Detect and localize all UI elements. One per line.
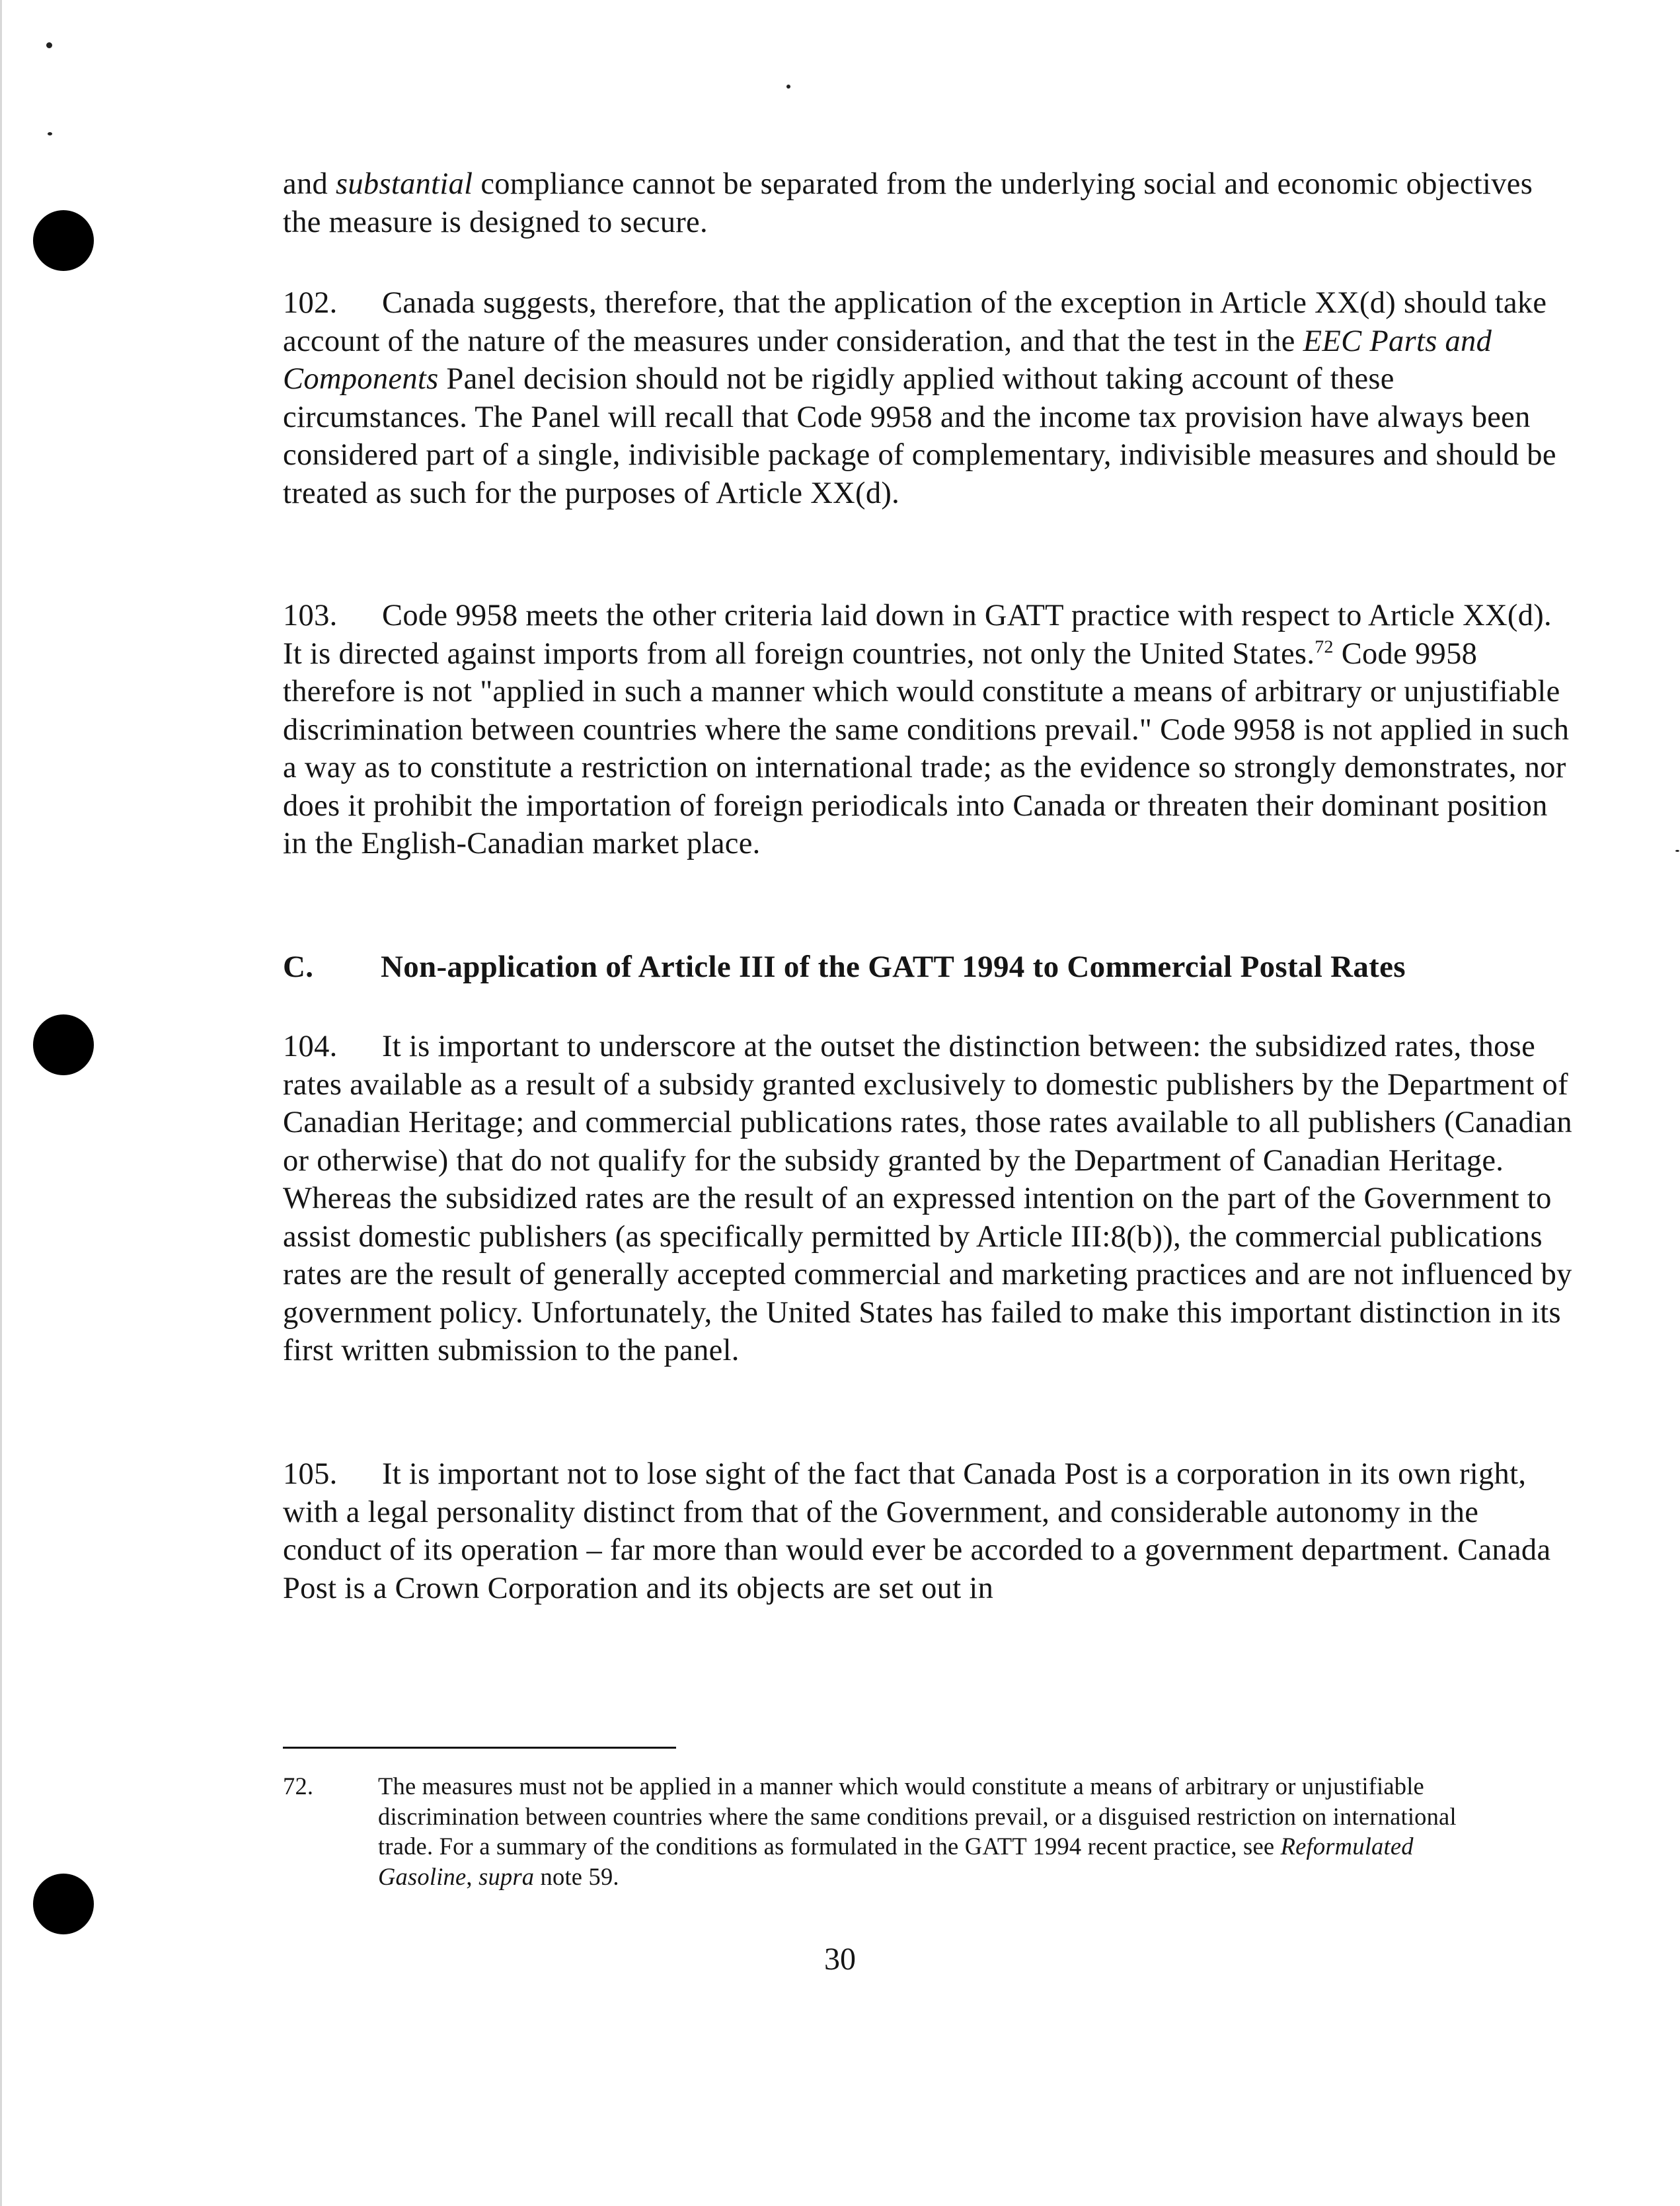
paragraph-number: 104. <box>283 1030 338 1063</box>
scan-page-edge <box>0 0 2 2206</box>
text-run: Reformulated Gasoline <box>378 1833 1414 1890</box>
text-run: substantial <box>335 167 473 201</box>
footnote-divider <box>283 1747 676 1749</box>
section-heading-c <box>283 948 1575 986</box>
section-title: Non-application of Article III of the GATT 1994 to Commercial Postal Rates <box>381 950 1406 984</box>
paragraph-102 <box>283 284 1575 512</box>
paragraph-104 <box>283 1028 1575 1370</box>
footnote-number: 72. <box>283 1772 314 1800</box>
footnote-text <box>378 1771 1459 1891</box>
scan-speck <box>46 42 52 48</box>
paragraph-number: 103. <box>283 599 338 632</box>
footnote-72 <box>283 1771 1459 1891</box>
text-run: The measures must not be applied in a manner which would constitute a means of arbitrary or unjustifiable discrimination between countries where the same conditions prevail, or a disguised restriction on international trade. For a summary of the conditions as formulated in the GATT 1994 recent practice, see <box>378 1772 1457 1860</box>
paragraph-105 <box>283 1455 1575 1607</box>
text-run: Code 9958 meets the other criteria laid down in GATT practice with respect to Article XX(d). It is directed against imports from all foreign countries, not only the United States. <box>283 599 1552 671</box>
text-run: supra <box>478 1862 535 1890</box>
punch-hole <box>33 1874 94 1934</box>
paragraph-number: 105. <box>283 1457 338 1491</box>
page-number: 30 <box>824 1942 856 1977</box>
text-run: It is important not to lose sight of the fact that Canada Post is a corporation in its own right, with a legal personality distinct from that of the Government, and considerable autonomy in the conduct of its operation – far more than would ever be accorded to a government department. Canada Post is a Crown Corporation and its objects are set out in <box>283 1457 1551 1605</box>
text-run: and <box>283 167 336 201</box>
paragraph-continuation <box>283 165 1575 241</box>
scan-speck <box>1675 850 1679 852</box>
text-run: EEC Parts and Components <box>283 324 1492 396</box>
text-run: note 59. <box>534 1862 619 1890</box>
text-run: compliance cannot be separated from the underlying social and economic objectives the measure is designed to secure. <box>283 167 1533 239</box>
paragraph-number: 102. <box>283 286 338 320</box>
scan-speck <box>786 85 790 89</box>
footnote-reference: 72 <box>1315 636 1334 657</box>
text-run: Canada suggests, therefore, that the application of the exception in Article XX(d) should take account of the nature of the measures under consideration, and that the test in the <box>283 286 1547 358</box>
paragraph-103 <box>283 597 1575 863</box>
scan-speck <box>48 132 52 135</box>
text-run: Code 9958 therefore is not "applied in such a manner which would constitute a means of arbitrary or unjustifiable discrimination between countries where the same conditions prevail." Code 9958 is not applied in such a way as to constitute a restriction on international trade; as the evidence so strongly demonstrates, nor does it prohibit the importation of foreign periodicals into Canada or threaten their dominant position in the English-Canadian market place. <box>283 636 1570 860</box>
punch-hole <box>33 210 94 271</box>
punch-hole <box>33 1014 94 1075</box>
section-letter: C. <box>283 950 314 984</box>
text-run: , <box>466 1862 479 1890</box>
text-run: Panel decision should not be rigidly applied without taking account of these circumstances. The Panel will recall that Code 9958 and the income tax provision have always been considered part of a single, indivisible package of complementary, indivisible measures and should be treated as such for the purposes of Article XX(d). <box>283 362 1556 510</box>
text-run: It is important to underscore at the outset the distinction between: the subsidized rates, those rates available as a result of a subsidy granted exclusively to domestic publishers by the Department of Canadian Heritage; and commercial publications rates, those rates available to all publishers (Canadian or otherwise) that do not qualify for the subsidy granted by the Department of Canadian Heritage. Whereas the subsidized rates are the result of an expressed intention on the part of the Government to assist domestic publishers (as specifically permitted by Article III:8(b)), the commercial publications rates are the result of generally accepted commercial and marketing practices and are not influenced by government policy. Unfortunately, the United States has failed to make this important distinction in its first written submission to the panel. <box>283 1030 1572 1367</box>
